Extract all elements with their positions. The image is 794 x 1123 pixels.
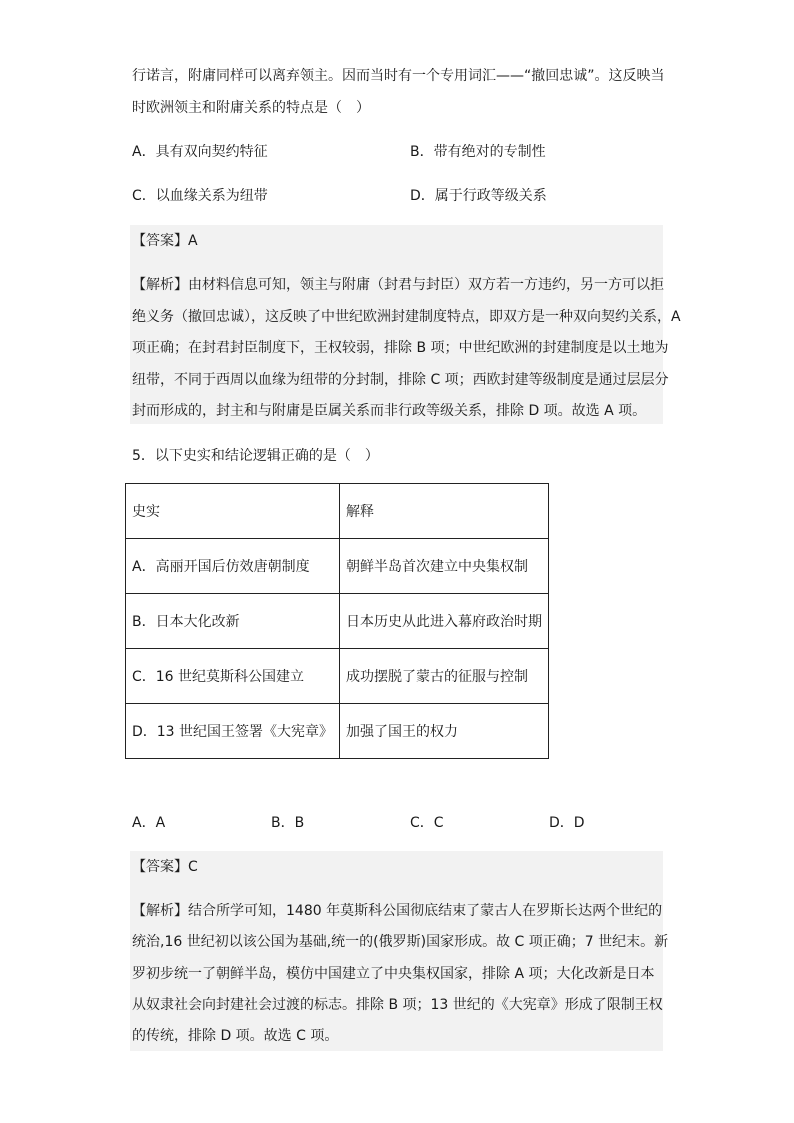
q5-analysis-line4: 从奴隶社会向封建社会过渡的标志。排除 B 项；13 世纪的《大宪章》形成了限制王权: [132, 997, 663, 1013]
table-header-fact: 史实: [126, 484, 340, 539]
q5-stem: 5．以下史实和结论逻辑正确的是（ ）: [132, 448, 379, 464]
q5-option-d: D．D: [549, 815, 585, 831]
q4-stem-line1: 行诺言，附庸同样可以离弃领主。因而当时有一个专用词汇——“撤回忠诚”。这反映当: [132, 68, 665, 84]
table-cell-explanation: 成功摆脱了蒙古的征服与控制: [340, 649, 549, 704]
q5-option-a: A．A: [132, 815, 166, 831]
q5-option-b: B．B: [271, 815, 305, 831]
q4-analysis-line3: 项正确；在封君封臣制度下，王权较弱，排除 B 项；中世纪欧洲的封建制度是以土地为: [132, 340, 669, 356]
table-cell-explanation: 朝鲜半岛首次建立中央集权制: [340, 539, 549, 594]
q5-analysis-line5: 的传统，排除 D 项。故选 C 项。: [132, 1028, 339, 1044]
table-cell-fact: A．高丽开国后仿效唐朝制度: [126, 539, 340, 594]
q5-analysis-line2: 统治,16 世纪初以该公国为基础,统一的(俄罗斯)国家形成。故 C 项正确；7 世纪末。新: [132, 934, 669, 950]
table-row: [126, 704, 549, 759]
q5-analysis-line1: 【解析】结合所学可知，1480 年莫斯科公国彻底结束了蒙古人在罗斯长达两个世纪的: [132, 903, 663, 919]
q4-answer: 【答案】A: [132, 233, 198, 249]
q4-stem-line2: 时欧洲领主和附庸关系的特点是（ ）: [132, 100, 370, 116]
table-header-row: [126, 484, 549, 539]
q4-option-b: B．带有绝对的专制性: [410, 144, 546, 160]
q4-option-c: C．以血缘关系为纽带: [132, 188, 268, 204]
table-row: [126, 649, 549, 704]
table-cell-fact: B．日本大化改新: [126, 594, 340, 649]
table-cell-explanation: 日本历史从此进入幕府政治时期: [340, 594, 549, 649]
table-row: [126, 539, 549, 594]
q5-answer: 【答案】C: [132, 859, 198, 875]
table-row: [126, 594, 549, 649]
table-cell-fact: D．13 世纪国王签署《大宪章》: [126, 704, 340, 759]
q4-analysis-line5: 封而形成的，封主和与附庸是臣属关系而非行政等级关系，排除 D 项。故选 A 项。: [132, 403, 647, 419]
q5-analysis-line3: 罗初步统一了朝鲜半岛，模仿中国建立了中央集权国家，排除 A 项；大化改新是日本: [132, 966, 655, 982]
q4-analysis-line4: 纽带，不同于西周以血缘为纽带的分封制，排除 C 项；西欧封建等级制度是通过层层分: [132, 372, 669, 388]
table-header-explanation: 解释: [340, 484, 549, 539]
table-cell-explanation: 加强了国王的权力: [340, 704, 549, 759]
q4-option-a: A．具有双向契约特征: [132, 144, 268, 160]
q5-table: [125, 483, 549, 759]
q4-option-d: D．属于行政等级关系: [410, 188, 547, 204]
q5-option-c: C．C: [410, 815, 444, 831]
q4-analysis-line1: 【解析】由材料信息可知，领主与附庸（封君与封臣）双方若一方违约，另一方可以拒: [132, 277, 664, 293]
table-cell-fact: C．16 世纪莫斯科公国建立: [126, 649, 340, 704]
q4-analysis-line2: 绝义务（撤回忠诚），这反映了中世纪欧洲封建制度特点，即双方是一种双向契约关系，A: [132, 309, 681, 325]
